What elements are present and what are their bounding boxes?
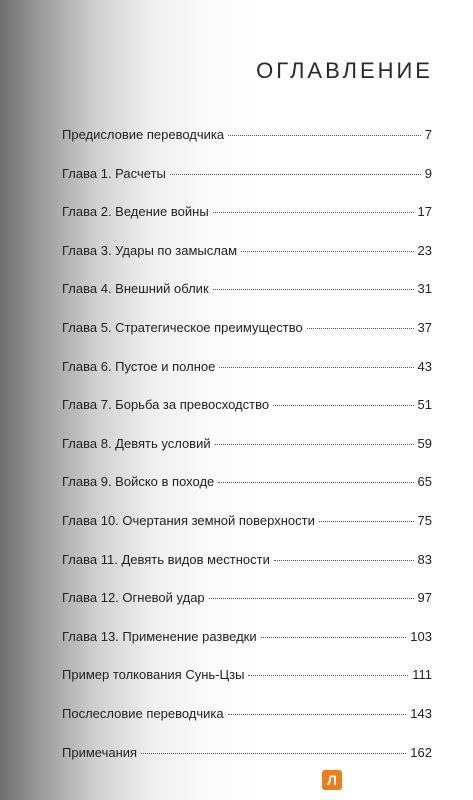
toc-entry xyxy=(62,127,432,166)
table-of-contents xyxy=(62,127,432,783)
toc-entry-label: Пример толкования Сунь-Цзы xyxy=(62,667,245,683)
toc-entry-page: 83 xyxy=(417,551,432,567)
toc-leader-dots xyxy=(228,714,407,715)
toc-entry xyxy=(62,745,432,784)
toc-entry xyxy=(62,281,432,320)
toc-entry-label: Глава 10. Очертания земной поверхности xyxy=(62,512,315,528)
toc-entry-label: Глава 8. Девять условий xyxy=(62,435,211,451)
toc-entry-label: Глава 9. Войско в походе xyxy=(62,474,215,490)
toc-entry-label: Глава 11. Девять видов местности xyxy=(62,551,270,567)
toc-leader-dots xyxy=(213,212,414,213)
toc-entry-label: Глава 2. Ведение войны xyxy=(62,204,209,220)
toc-entry-page: 59 xyxy=(417,435,432,451)
toc-leader-dots xyxy=(218,482,413,483)
page-title: ОГЛАВЛЕНИЕ xyxy=(256,58,433,83)
toc-leader-dots xyxy=(228,135,421,136)
toc-entry-page: 17 xyxy=(417,204,432,220)
toc-leader-dots xyxy=(219,367,413,368)
toc-entry-page: 111 xyxy=(412,667,432,683)
toc-leader-dots xyxy=(261,637,407,638)
toc-entry xyxy=(62,204,432,243)
toc-entry-page: 7 xyxy=(424,127,432,142)
publisher-logo-icon: Л xyxy=(322,770,342,790)
toc-entry-label: Глава 7. Борьба за превосходство xyxy=(62,397,270,413)
toc-entry-label: Глава 3. Удары по замыслам xyxy=(62,242,238,258)
toc-leader-dots xyxy=(307,328,414,329)
toc-entry-page: 143 xyxy=(410,705,432,721)
toc-entry-label: Глава 13. Применение разведки xyxy=(62,628,257,644)
toc-leader-dots xyxy=(273,405,413,406)
toc-entry-label: Глава 4. Внешний облик xyxy=(62,281,209,297)
toc-entry xyxy=(62,397,432,436)
toc-entry-label: Глава 12. Огневой удар xyxy=(62,590,205,606)
toc-entry xyxy=(62,513,432,552)
toc-entry xyxy=(62,667,432,706)
toc-entry xyxy=(62,590,432,629)
toc-entry-label: Послесловие переводчика xyxy=(62,705,224,721)
toc-entry-page: 103 xyxy=(410,628,432,644)
toc-entry-page: 97 xyxy=(417,590,432,606)
toc-entry xyxy=(62,474,432,513)
toc-entry xyxy=(62,629,432,668)
toc-entry-page: 23 xyxy=(417,242,432,258)
toc-entry-page: 75 xyxy=(417,512,432,528)
toc-entry-page: 51 xyxy=(417,397,432,413)
toc-entry-page: 43 xyxy=(417,358,432,374)
toc-entry xyxy=(62,552,432,591)
toc-entry-label: Глава 6. Пустое и полное xyxy=(62,358,216,374)
toc-entry-page: 65 xyxy=(417,474,432,490)
toc-leader-dots xyxy=(141,753,406,754)
toc-entry-label: Глава 1. Расчеты xyxy=(62,165,166,181)
toc-entry-page: 9 xyxy=(424,165,432,181)
toc-leader-dots xyxy=(213,289,414,290)
toc-leader-dots xyxy=(248,675,408,676)
toc-entry-label: Предисловие переводчика xyxy=(62,127,225,142)
toc-entry xyxy=(62,436,432,475)
toc-entry-label: Примечания xyxy=(62,744,138,760)
toc-entry-page: 31 xyxy=(417,281,432,297)
toc-entry-page: 162 xyxy=(410,744,432,760)
toc-leader-dots xyxy=(170,174,421,175)
toc-entry xyxy=(62,166,432,205)
toc-entry xyxy=(62,359,432,398)
toc-leader-dots xyxy=(241,251,414,252)
toc-leader-dots xyxy=(319,521,414,522)
toc-leader-dots xyxy=(209,598,414,599)
toc-entry xyxy=(62,706,432,745)
toc-leader-dots xyxy=(215,444,414,445)
toc-entry-page: 37 xyxy=(417,319,432,335)
toc-leader-dots xyxy=(274,560,414,561)
toc-entry xyxy=(62,320,432,359)
toc-entry xyxy=(62,243,432,282)
toc-entry-label: Глава 5. Стратегическое преимущество xyxy=(62,319,303,335)
